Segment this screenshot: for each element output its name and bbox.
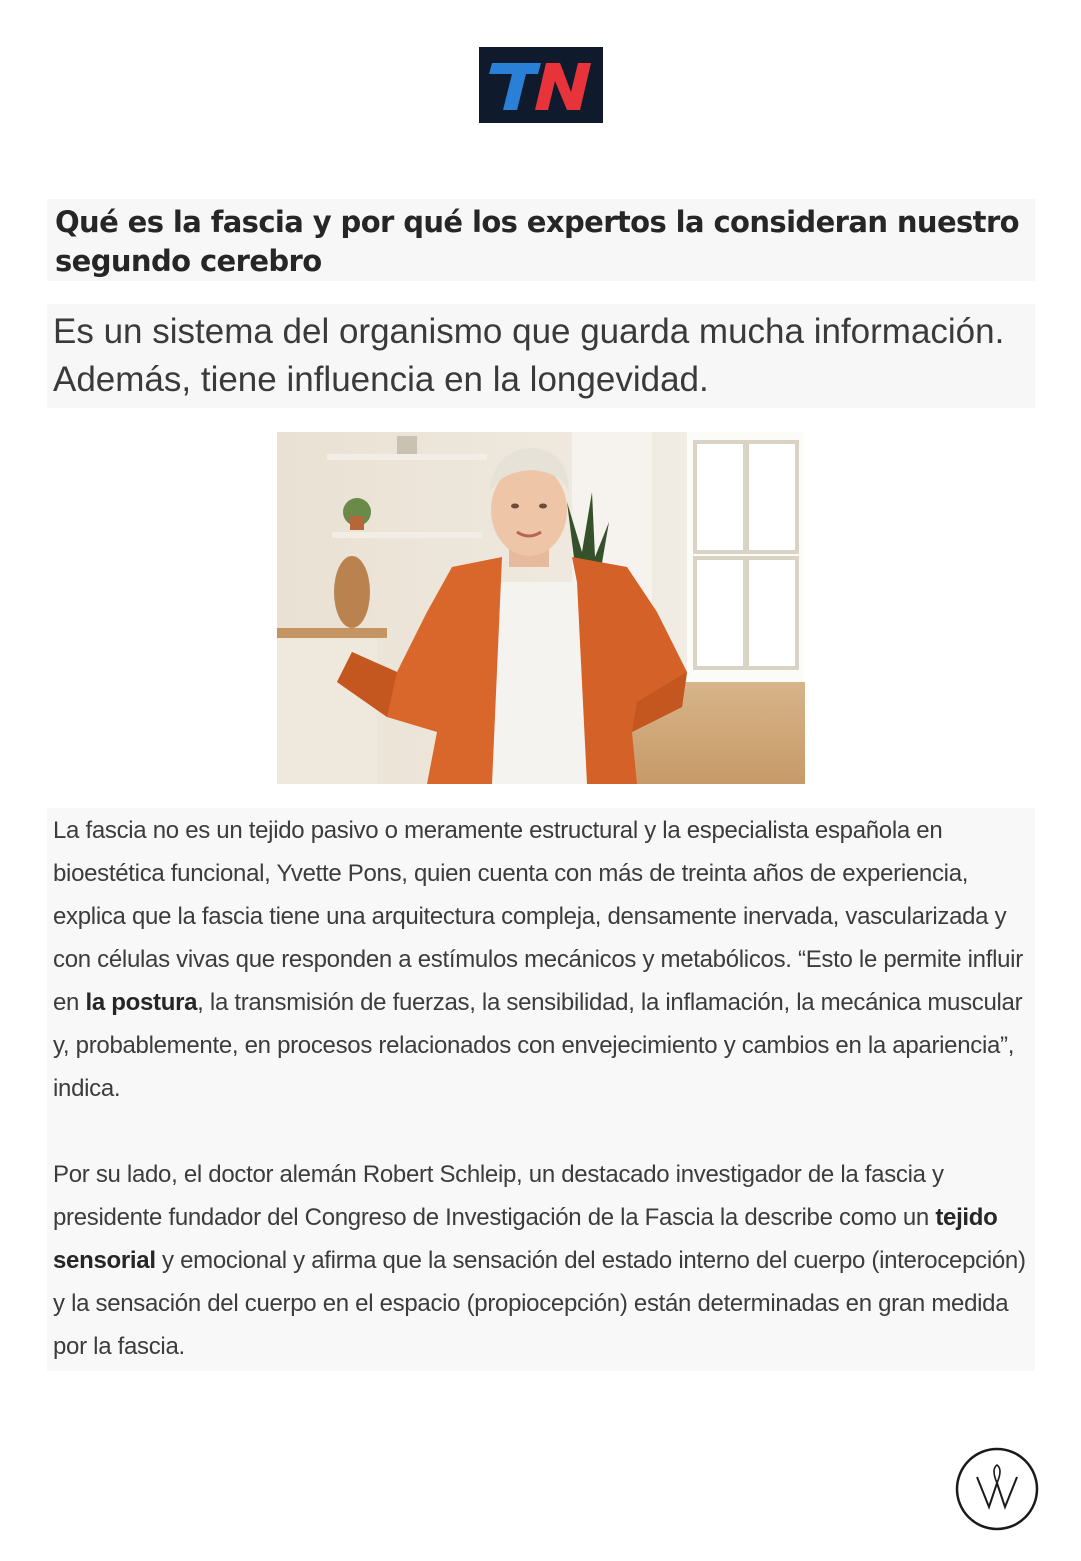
photo-woman-orange-shirt: [277, 432, 805, 784]
article-title-box: [47, 199, 1035, 281]
tn-logo-icon: [479, 47, 603, 123]
article-subtitle: Es un sistema del organismo que guarda mucha información. Además, tiene influencia en la longevidad.: [53, 312, 1005, 399]
w-circle-logo-icon: [955, 1447, 1039, 1531]
article-paragraph-1: [53, 809, 1029, 1110]
paragraph-1-bold: la postura: [85, 989, 198, 1016]
paragraph-2-bold: tejido sensorial: [53, 1204, 998, 1274]
article-title: Qué es la fascia y por qué los expertos la consideran nuestro segundo cerebro: [55, 205, 1019, 278]
article-subtitle-box: [47, 304, 1035, 408]
tn-logo[interactable]: [479, 47, 603, 123]
w-circle-logo[interactable]: [955, 1447, 1039, 1531]
paragraph-1-text-a: La fascia no es un tejido pasivo o meramente estructural y la especialista española en bioestética funcional, Yvette Pons, quien cuenta con más de treinta años de experiencia, explica que la fascia tiene una arquitectura compleja, densamente inervada, vascularizada y con células vivas que responden a estímulos mecánicos y metabólicos. “Esto le permite influir en: [53, 817, 1023, 1016]
paragraph-2-text-a: Por su lado, el doctor alemán Robert Schleip, un destacado investigador de la fascia y presidente fundador del Congreso de Investigación de la Fascia la describe como un: [53, 1161, 944, 1231]
article-body: [47, 808, 1035, 1371]
article-paragraph-2: [53, 1153, 1029, 1368]
paragraph-1-text-b: , la transmisión de fuerzas, la sensibilidad, la inflamación, la mecánica muscular y, probablemente, en procesos relacionados con envejecimiento y cambios en la apariencia”, indica.: [53, 989, 1023, 1102]
paragraph-2-text-b: y emocional y afirma que la sensación del estado interno del cuerpo (interocepción) y la sensación del cuerpo en el espacio (propiocepción) están determinadas en gran medida por la fascia.: [53, 1247, 1026, 1360]
article-photo: [277, 432, 805, 784]
